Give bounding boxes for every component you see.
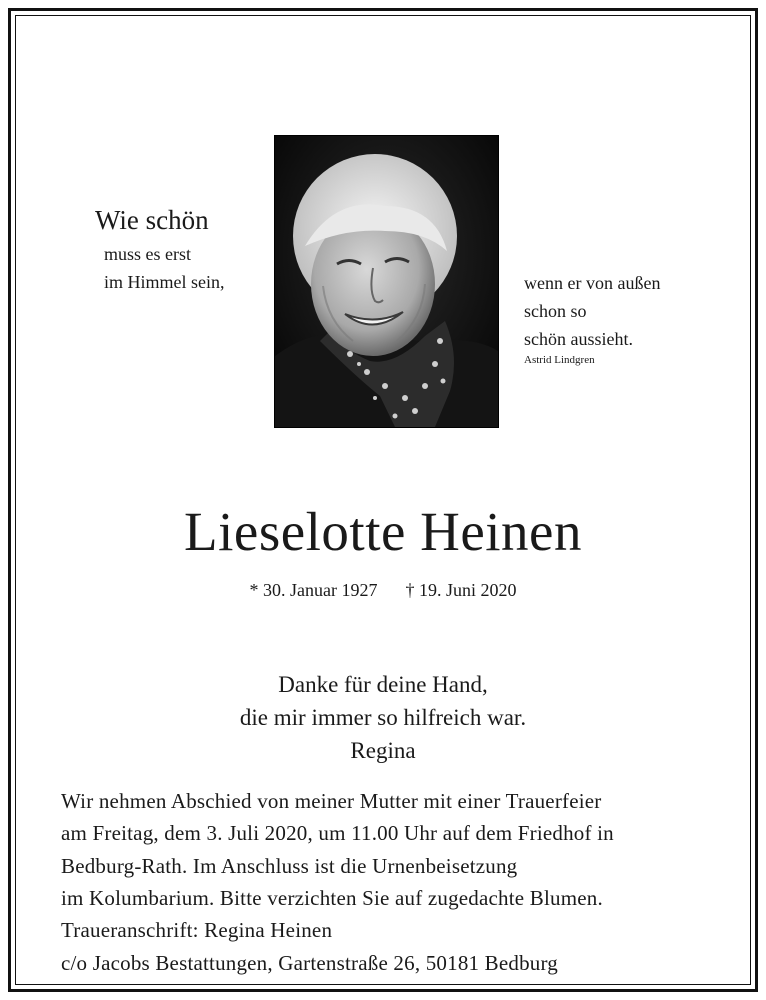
announcement-line-3: Bedburg-Rath. Im Anschluss ist die Urnenbeisetzung	[61, 854, 518, 878]
quote-line-5: schon so	[524, 301, 587, 321]
announcement-line-2: am Freitag, dem 3. Juli 2020, um 11.00 Uhr auf dem Friedhof in	[61, 821, 614, 845]
dedication-signature: Regina	[350, 738, 416, 763]
portrait-photo	[274, 135, 499, 428]
dedication-line-2: die mir immer so hilfreich war.	[239, 705, 527, 730]
quote-line-3: im Himmel sein,	[104, 272, 225, 292]
quote-line-6: schön aussieht.	[524, 329, 633, 349]
announcement-line-4: im Kolumbarium. Bitte verzichten Sie auf zugedachte Blumen.	[61, 886, 603, 910]
life-dates	[0, 580, 766, 601]
birth-date: * 30. Januar 1927	[249, 580, 378, 600]
dedication-line-1: Danke für deine Hand,	[278, 672, 488, 697]
deceased-name: Lieselotte Heinen	[184, 501, 582, 562]
quote-line-1: Wie schön	[95, 205, 209, 235]
quote-line-4: wenn er von außen	[524, 273, 661, 293]
announcement-line-5: Traueranschrift: Regina Heinen	[61, 918, 333, 942]
quote-line-2: muss es erst	[104, 244, 191, 264]
quote-author: Astrid Lindgren	[524, 354, 595, 366]
death-date: † 19. Juni 2020	[405, 580, 517, 600]
announcement-line-6: c/o Jacobs Bestattungen, Gartenstraße 26, 50181 Bedburg	[61, 951, 559, 975]
announcement-line-1: Wir nehmen Abschied von meiner Mutter mit einer Trauerfeier	[61, 789, 602, 813]
